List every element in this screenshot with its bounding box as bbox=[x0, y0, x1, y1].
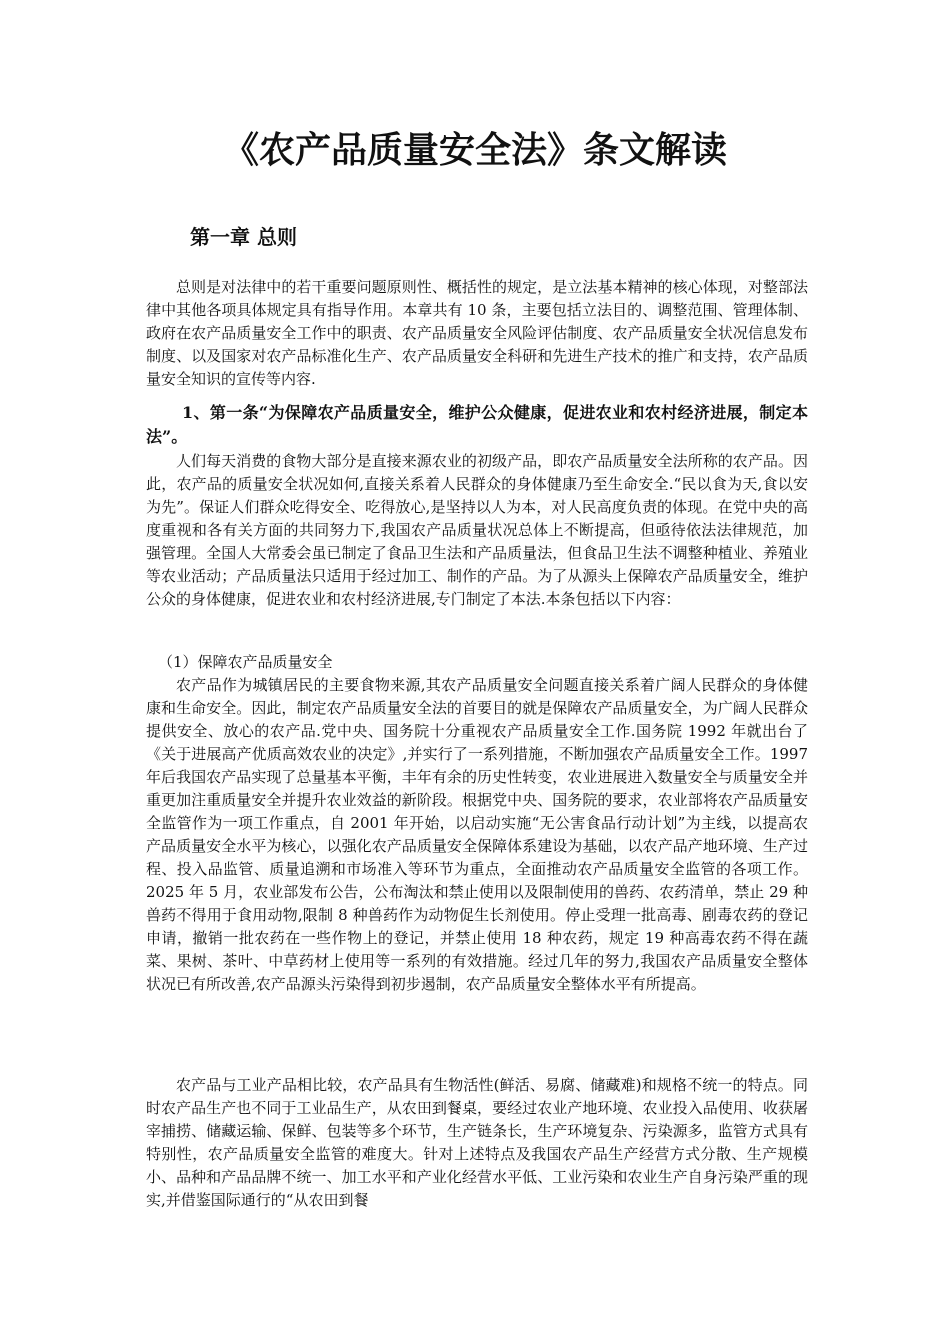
body-paragraph: 农产品作为城镇居民的主要食物来源,其农产品质量安全问题直接关系着广阔人民群众的身体健康和生命安全。因此，制定农产品质量安全法的首要目的就是保障农产品质量安全，为广阔人民群众提供安全、放心的农产品.党中央、国务院十分重视农产品质量安全工作.国务院 1992 年就出台了《关于进展高产优质高效农业的决定》,并实行了一系列措施，不断加强农产品质量安全工作。1997 年后我国农产品实现了总量基本平衡，丰年有余的历史性转变，农业进展进入数量安全与质量安全并重更加注重质量安全并提升农业效益的新阶段。根据党中央、国务院的要求，农业部将农产品质量安全监管作为一项工作重点，自 2001 年开始，以启动实施“无公害食品行动计划”为主线，以提高农产品质量安全水平为核心，以强化农产品质量安全保障体系建设为基础，以农产品产地环境、生产过程、投入品监管、质量追溯和市场准入等环节为重点，全面推动农产品质量安全监管的各项工作。2025 年 5 月，农业部发布公告，公布淘汰和禁止使用以及限制使用的兽药、农药清单，禁止 29 种兽药不得用于食用动物,限制 8 种兽药作为动物促生长剂使用。停止受理一批高毒、剧毒农药的登记申请，撤销一批农药在一些作物上的登记，并禁止使用 18 种农药，规定 19 种高毒农药不得在蔬菜、果树、茶叶、中草药材上使用等一系列的有效措施。经过几年的努力,我国农产品质量安全整体状况已有所改善,农产品源头污染得到初步遏制，农产品质量安全整体水平有所提高。 bbox=[146, 676, 808, 993]
article-heading: 1、第一条“为保障农产品质量安全，维护公众健康，促进农业和农村经济进展，制定本法”。 bbox=[146, 403, 808, 446]
body-paragraph: 人们每天消费的食物大部分是直接来源农业的初级产品，即农产品质量安全法所称的农产品。因此，农产品的质量安全状况如何,直接关系着人民群众的身体健康乃至生命安全.“民以食为天,食以安为先”。保证人们群众吃得安全、吃得放心,是坚持以人为本，对人民高度负责的体现。在党中央的高度重视和各有关方面的共同努力下,我国农产品质量状况总体上不断提高，但亟待依法法律规范，加强管理。全国人大常委会虽已制定了食品卫生法和产品质量法，但食品卫生法不调整种植业、养殖业等农业活动；产品质量法只适用于经过加工、制作的产品。为了从源头上保障农产品质量安全，维护公众的身体健康，促进农业和农村经济进展,专门制定了本法.本条包括以下内容： bbox=[146, 452, 808, 608]
subsection-heading: （1）保障农产品质量安全 bbox=[158, 653, 333, 671]
intro-paragraph: 总则是对法律中的若干重要问题原则性、概括性的规定，是立法基本精神的核心体现，对整部法律中其他各项具体规定具有指导作用。本章共有 10 条，主要包括立法目的、调整范围、管理体制、政府在农产品质量安全工作中的职责、农产品质量安全风险评估制度、农产品质量安全状况信息发布制度、以及国家对农产品标准化生产、农产品质量安全科研和先进生产技术的推广和支持，农产品质量安全知识的宣传等内容. bbox=[146, 278, 808, 388]
body-paragraph: 农产品与工业产品相比较，农产品具有生物活性(鲜活、易腐、储藏难)和规格不统一的特点。同时农产品生产也不同于工业品生产，从农田到餐桌，要经过农业产地环境、农业投入品使用、收获屠宰捕捞、储藏运输、保鲜、包装等多个环节，生产链条长，生产环境复杂、污染源多，监管方式具有特别性，农产品质量安全监管的难度大。针对上述特点及我国农产品生产经营方式分散、生产规模小、品种和产品品牌不统一、加工水平和产业化经营水平低、工业污染和农业生产自身污染严重的现实,并借鉴国际通行的“从农田到餐 bbox=[146, 1076, 808, 1209]
chapter-heading: 第一章 总则 bbox=[190, 225, 297, 249]
document-title: 《农产品质量安全法》条文解读 bbox=[222, 129, 727, 171]
